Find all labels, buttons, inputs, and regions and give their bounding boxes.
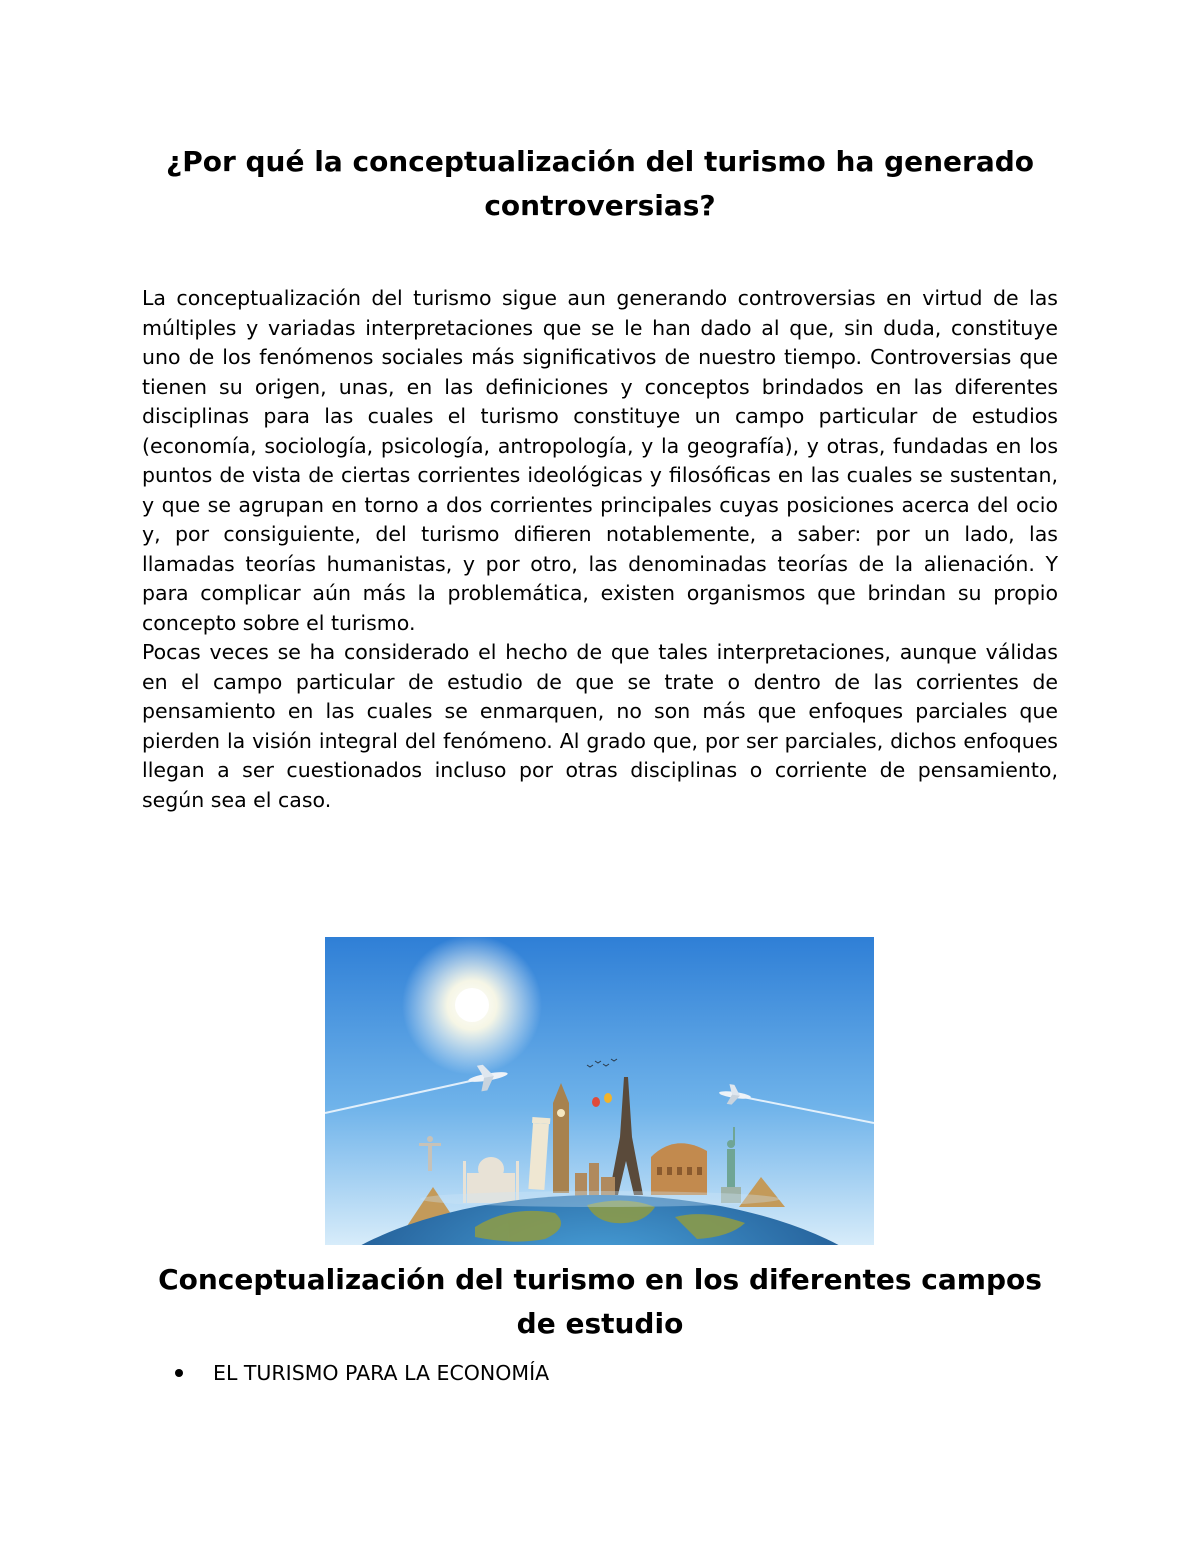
section-heading: Conceptualización del turismo en los diferentes campos de estudio <box>158 1263 1042 1340</box>
sun-core <box>455 988 489 1022</box>
tourism-illustration <box>325 937 874 1245</box>
bullet-icon <box>175 1369 183 1377</box>
bullet-text: EL TURISMO PARA LA ECONOMÍA <box>213 1361 550 1385</box>
paragraph-2: Pocas veces se ha considerado el hecho de que tales interpretaciones, aunque válidas en el campo particular de estudio de que se trate o dentro de las corrientes de pensamiento en las cuales se enmarquen, no son más que enfoques parciales que pierden la visión integral del fenómeno. Al grado que, por ser parciales, dichos enfoques llegan a ser cuestionados incluso por otras disciplinas o corriente de pensamiento, según sea el caso. <box>142 640 1058 812</box>
colosseum-icon <box>651 1143 707 1195</box>
bullet-list <box>172 1358 1052 1388</box>
big-ben-icon <box>553 1083 569 1193</box>
body-text <box>142 284 1058 815</box>
bullet-item <box>172 1358 1052 1388</box>
page-title: ¿Por qué la conceptualización del turismo ha generado controversias? <box>165 145 1035 222</box>
globe-highlight <box>420 1191 780 1207</box>
paragraph-1: La conceptualización del turismo sigue aun generando controversias en virtud de las múltiples y variadas interpretaciones que se le han dado al que, sin duda, constituye uno de los fenómenos sociales más significativos de nuestro tiempo. Controversias que tienen su origen, unas, en las definiciones y conceptos brindados en las diferentes disciplinas para las cuales el turismo constituye un campo particular de estudios (economía, sociología, psicología, antropología, y la geografía), y otras, fundadas en los puntos de vista de ciertas corrientes ideológicas y filosóficas en las cuales se sustentan, y que se agrupan en torno a dos corrientes principales cuyas posiciones acerca del ocio y, por consiguiente, del turismo difieren notablemente, a saber: por un lado, las llamadas teorías humanistas, y por otro, las denominadas teorías de la alienación. Y para complicar aún más la problemática, existen organismos que brindan su propio concepto sobre el turismo. <box>142 286 1058 635</box>
